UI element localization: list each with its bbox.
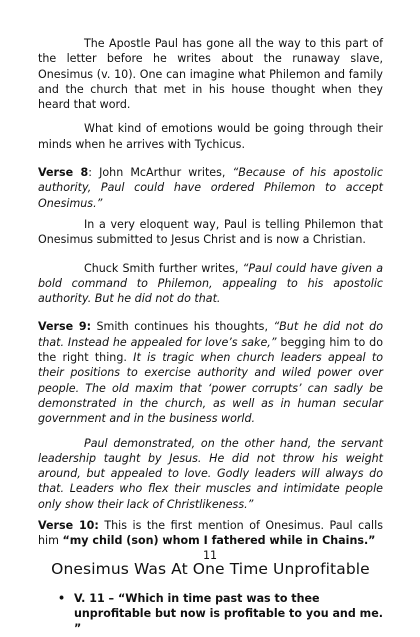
paragraph-verse-8 xyxy=(38,165,383,211)
chuck-smith-intro: Chuck Smith further writes, xyxy=(84,261,243,275)
verse-9-label: Verse 9: xyxy=(38,320,92,334)
list-item-text: V. 11 – “Which in time past was to thee unprofitable but now is profitable to you and me. ” xyxy=(74,591,383,636)
paragraph-eloquent: In a very eloquent way, Paul is telling Philemon that Onesimus submitted to Jesus Christ and is now a Christian. xyxy=(38,217,383,247)
verse-10-text: This is the first mention of Onesimus. Paul calls him xyxy=(38,519,383,548)
servant-leadership-quote: Paul demonstrated, on the other hand, the servant leadership taught by Jesus. He did not throw his weight around, but appealed to love. Godly leaders will always do that. Leaders who flex their muscles and intimidate people only show their lack of Christlikeness.” xyxy=(38,436,383,511)
verse-8-quote: “Because of his apostolic authority, Paul could have ordered Philemon to accept Onesimus.” xyxy=(38,166,383,210)
paragraph-intro: The Apostle Paul has gone all the way to this part of the letter before he writes about the runaway slave, Onesimus (v. 10). One can imagine what Philemon and family and the church that met in his house thought when they heard that word. xyxy=(38,37,383,112)
verse-8-intro: : John McArthur writes, xyxy=(88,166,233,180)
verse-8-label: Verse 8 xyxy=(38,166,89,180)
paragraph-verse-9 xyxy=(38,319,383,426)
list-item xyxy=(58,591,383,637)
bullet-icon: • xyxy=(58,591,66,605)
section-heading: Onesimus Was At One Time Unprofitable xyxy=(51,559,370,578)
verse-10-quote: “my child (son) whom I fathered while in Chains.” xyxy=(62,534,376,548)
verse-list xyxy=(38,591,383,637)
page-number: 11 xyxy=(202,549,218,562)
paragraph-emotions: What kind of emotions would be going through their minds when he arrives with Tychicus. xyxy=(38,122,383,151)
verse-9-quote-1: “But he did not do that. Instead he appealed for love’s sake,” xyxy=(38,320,383,349)
paragraph-chuck-smith xyxy=(38,261,383,307)
chuck-smith-quote: “Paul could have given a bold command to Philemon, appealing to his apostolic authority. But he did not do that. xyxy=(38,261,383,306)
paragraph-verse-10 xyxy=(38,518,383,549)
verse-9-mid: begging him to do the right thing. xyxy=(38,335,383,365)
verse-9-intro: Smith continues his thoughts, xyxy=(91,320,274,334)
verse-9-quote-2: It is tragic when church leaders appeal to their positions to exercise authority and wiled power over people. The old maxim that ‘power corrupts’ can sadly be demonstrated in the church, as well as in human secular government and in the business world. xyxy=(38,351,383,426)
verse-10-label: Verse 10: xyxy=(38,519,99,533)
paragraph-servant-leadership xyxy=(38,436,383,512)
